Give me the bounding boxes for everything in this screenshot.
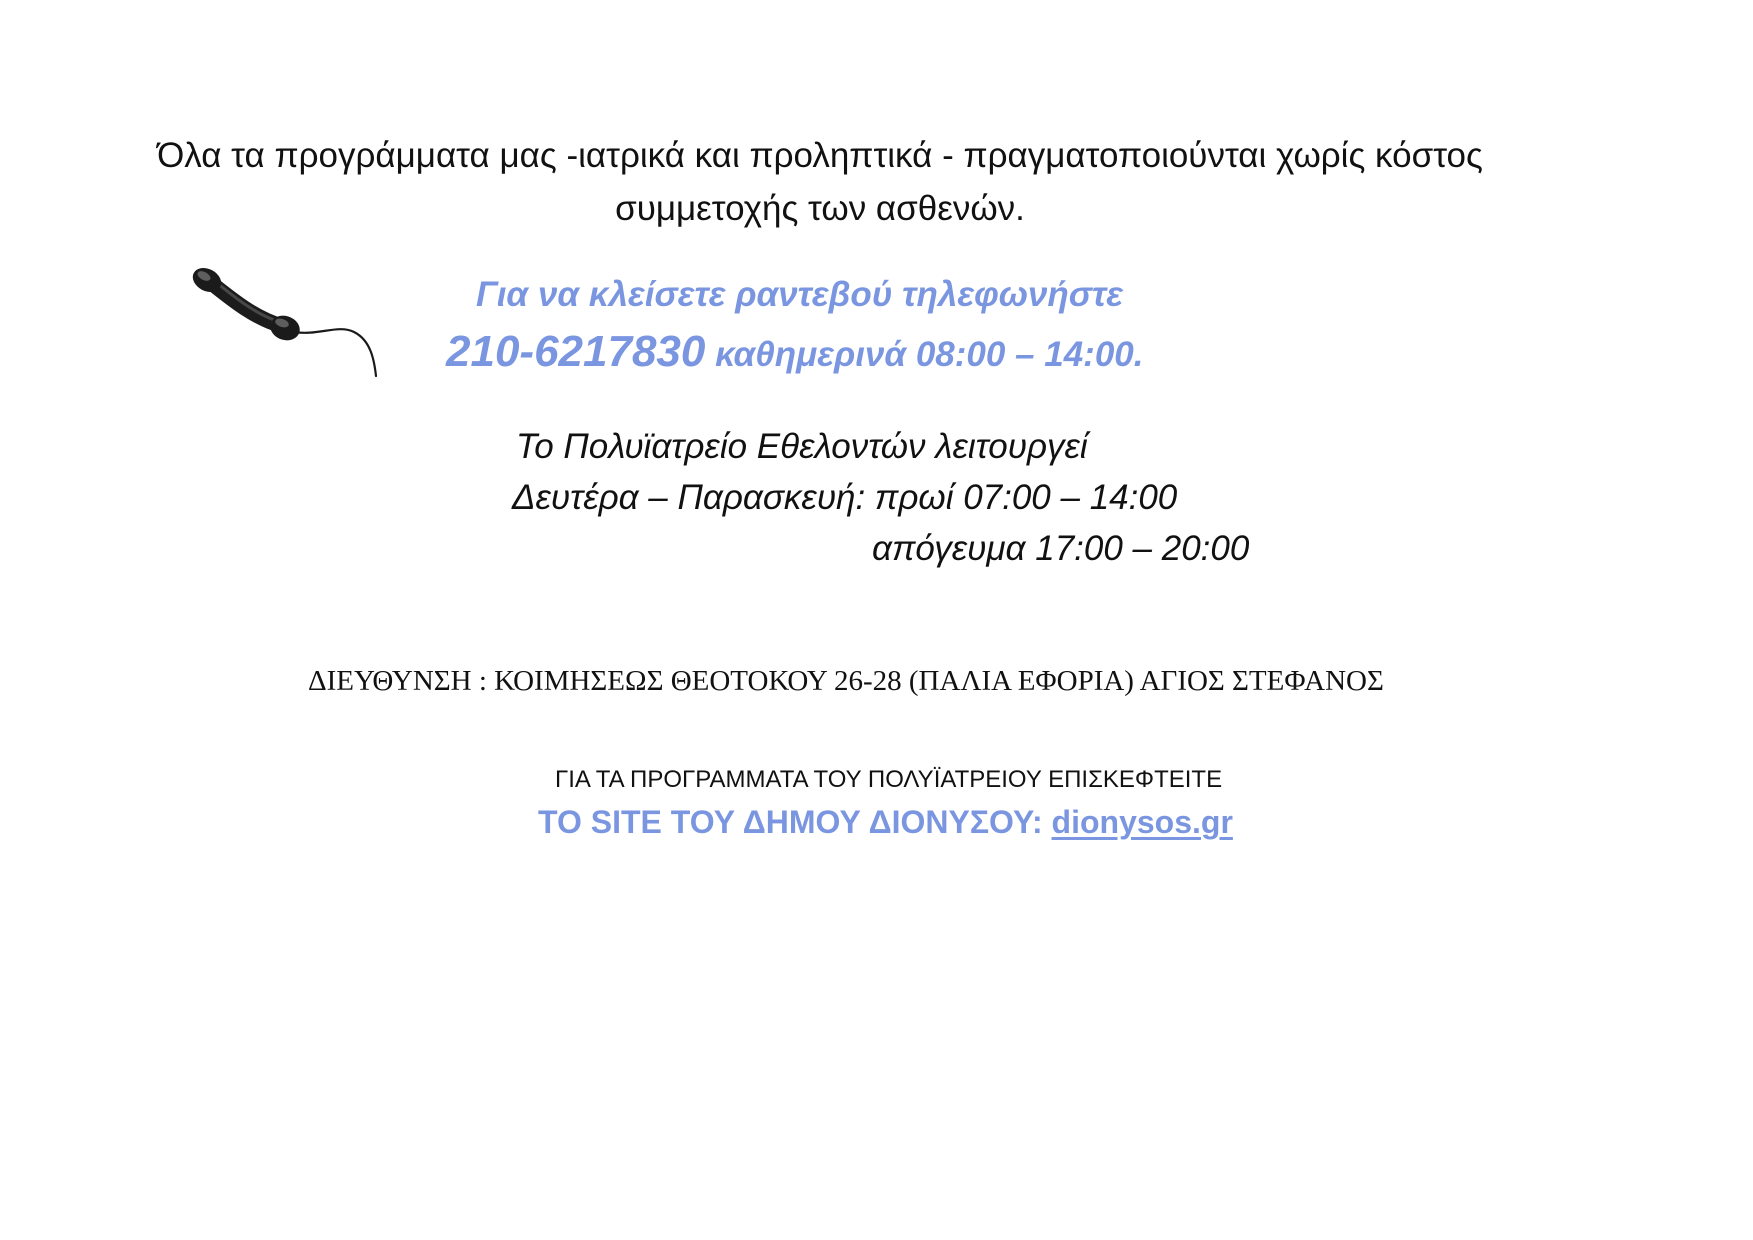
intro-line-2: συμμετοχής των ασθενών. (615, 189, 1025, 228)
hours-line-1: Το Πολυϊατρείο Εθελοντών λειτουργεί (516, 427, 1088, 466)
site-prefix: ΤΟ SITE ΤΟΥ ΔΗΜΟΥ ΔΙΟΝΥΣΟΥ: (538, 804, 1052, 840)
site-line (538, 802, 1233, 842)
programs-notice: ΓΙΑ ΤΑ ΠΡΟΓΡΑΜΜΑΤΑ ΤΟΥ ΠΟΛΥΪΑΤΡΕΙΟΥ ΕΠΙΣΚΕΦΤΕΙΤΕ (555, 766, 1223, 793)
hours-line-2: Δευτέρα – Παρασκευή: πρωί 07:00 – 14:00 (512, 478, 1178, 517)
appointment-phone-line (446, 324, 1144, 383)
address-line: ΔΙΕΥΘΥΝΣΗ : ΚΟΙΜΗΣΕΩΣ ΘΕΟΤΟΚΟΥ 26-28 (ΠΑΛΙΑ ΕΦΟΡΙΑ) ΑΓΙΟΣ ΣΤΕΦΑΝΟΣ (308, 665, 1384, 697)
appointment-schedule: καθημερινά 08:00 – 14:00. (705, 335, 1144, 374)
telephone-handset-icon (190, 262, 382, 382)
site-link[interactable]: dionysos.gr (1051, 804, 1233, 840)
hours-line-3: απόγευμα 17:00 – 20:00 (872, 529, 1250, 568)
appointment-line: Για να κλείσετε ραντεβού τηλεφωνήστε (476, 275, 1124, 314)
intro-line-1: Όλα τα προγράμματα μας -ιατρικά και προληπτικά - πραγματοποιούνται χωρίς κόστος (157, 136, 1483, 175)
appointment-phone-number: 210-6217830 (446, 327, 706, 376)
